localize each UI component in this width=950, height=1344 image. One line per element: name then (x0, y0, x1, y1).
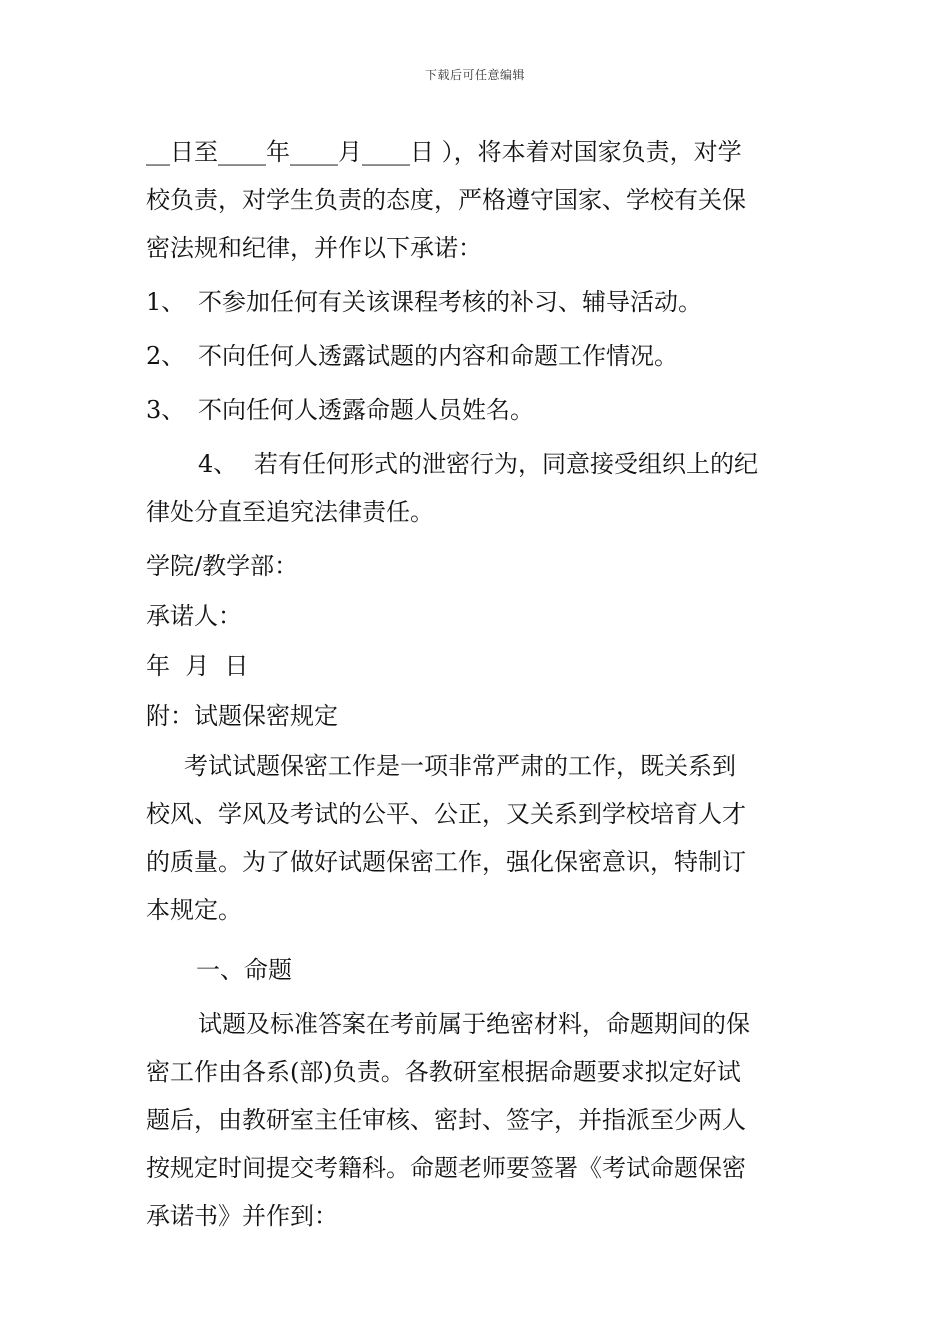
promise-item-2 (146, 332, 810, 380)
paragraph-line: 承诺书》并作到： (146, 1202, 338, 1230)
promise-text: 不向任何人透露试题的内容和命题工作情况。 (198, 342, 678, 370)
promise-number: 4、 (198, 450, 238, 478)
document-body (146, 128, 810, 1240)
regulation-paragraph-1 (146, 742, 810, 934)
paragraph-line: 校风、学风及考试的公平、公正，又关系到学校培育人才 (146, 800, 746, 828)
promise-text: 不向任何人透露命题人员姓名。 (198, 396, 534, 424)
intro-paragraph (146, 128, 810, 272)
promise-item-1 (146, 278, 810, 326)
promise-number: 3、 (146, 396, 186, 424)
promise-text: 不参加任何有关该课程考核的补习、辅导活动。 (198, 288, 702, 316)
section-heading: 一、命题 (196, 956, 292, 984)
regulation-paragraph-2 (146, 1000, 810, 1240)
intro-line: 密法规和纪律，并作以下承诺： (146, 234, 482, 262)
paragraph-line: 本规定。 (146, 896, 242, 924)
paragraph-line: 密工作由各系(部)负责。各教研室根据命题要求拟定好试 (146, 1058, 741, 1086)
intro-line: 校负责，对学生负责的态度，严格遵守国家、学校有关保 (146, 186, 746, 214)
page-header: 下载后可任意编辑 (424, 68, 525, 82)
attachment-title: 附：试题保密规定 (146, 702, 338, 730)
date-field: 年 月 日 (146, 652, 249, 680)
promise-item-3 (146, 386, 810, 434)
paragraph-line: 试题及标准答案在考前属于绝密材料，命题期间的保 (198, 1010, 750, 1038)
paragraph-line: 考试试题保密工作是一项非常严肃的工作，既关系到 (184, 752, 736, 780)
paragraph-line: 按规定时间提交考籍科。命题老师要签署《考试命题保密 (146, 1154, 746, 1182)
promiser-field: 承诺人： (146, 602, 242, 630)
promise-number: 1、 (146, 288, 186, 316)
promise-number: 2、 (146, 342, 186, 370)
paragraph-line: 的质量。为了做好试题保密工作，强化保密意识，特制订 (146, 848, 746, 876)
promise-text-continued: 律处分直至追究法律责任。 (146, 498, 434, 526)
intro-line: __日至____年____月____日 ），将本着对国家负责，对学 (146, 138, 742, 166)
paragraph-line: 题后，由教研室主任审核、密封、签字，并指派至少两人 (146, 1106, 746, 1134)
promise-item-4 (146, 440, 810, 536)
college-field: 学院/教学部： (146, 552, 299, 580)
promise-text: 若有任何形式的泄密行为，同意接受组织上的纪 (254, 450, 758, 478)
